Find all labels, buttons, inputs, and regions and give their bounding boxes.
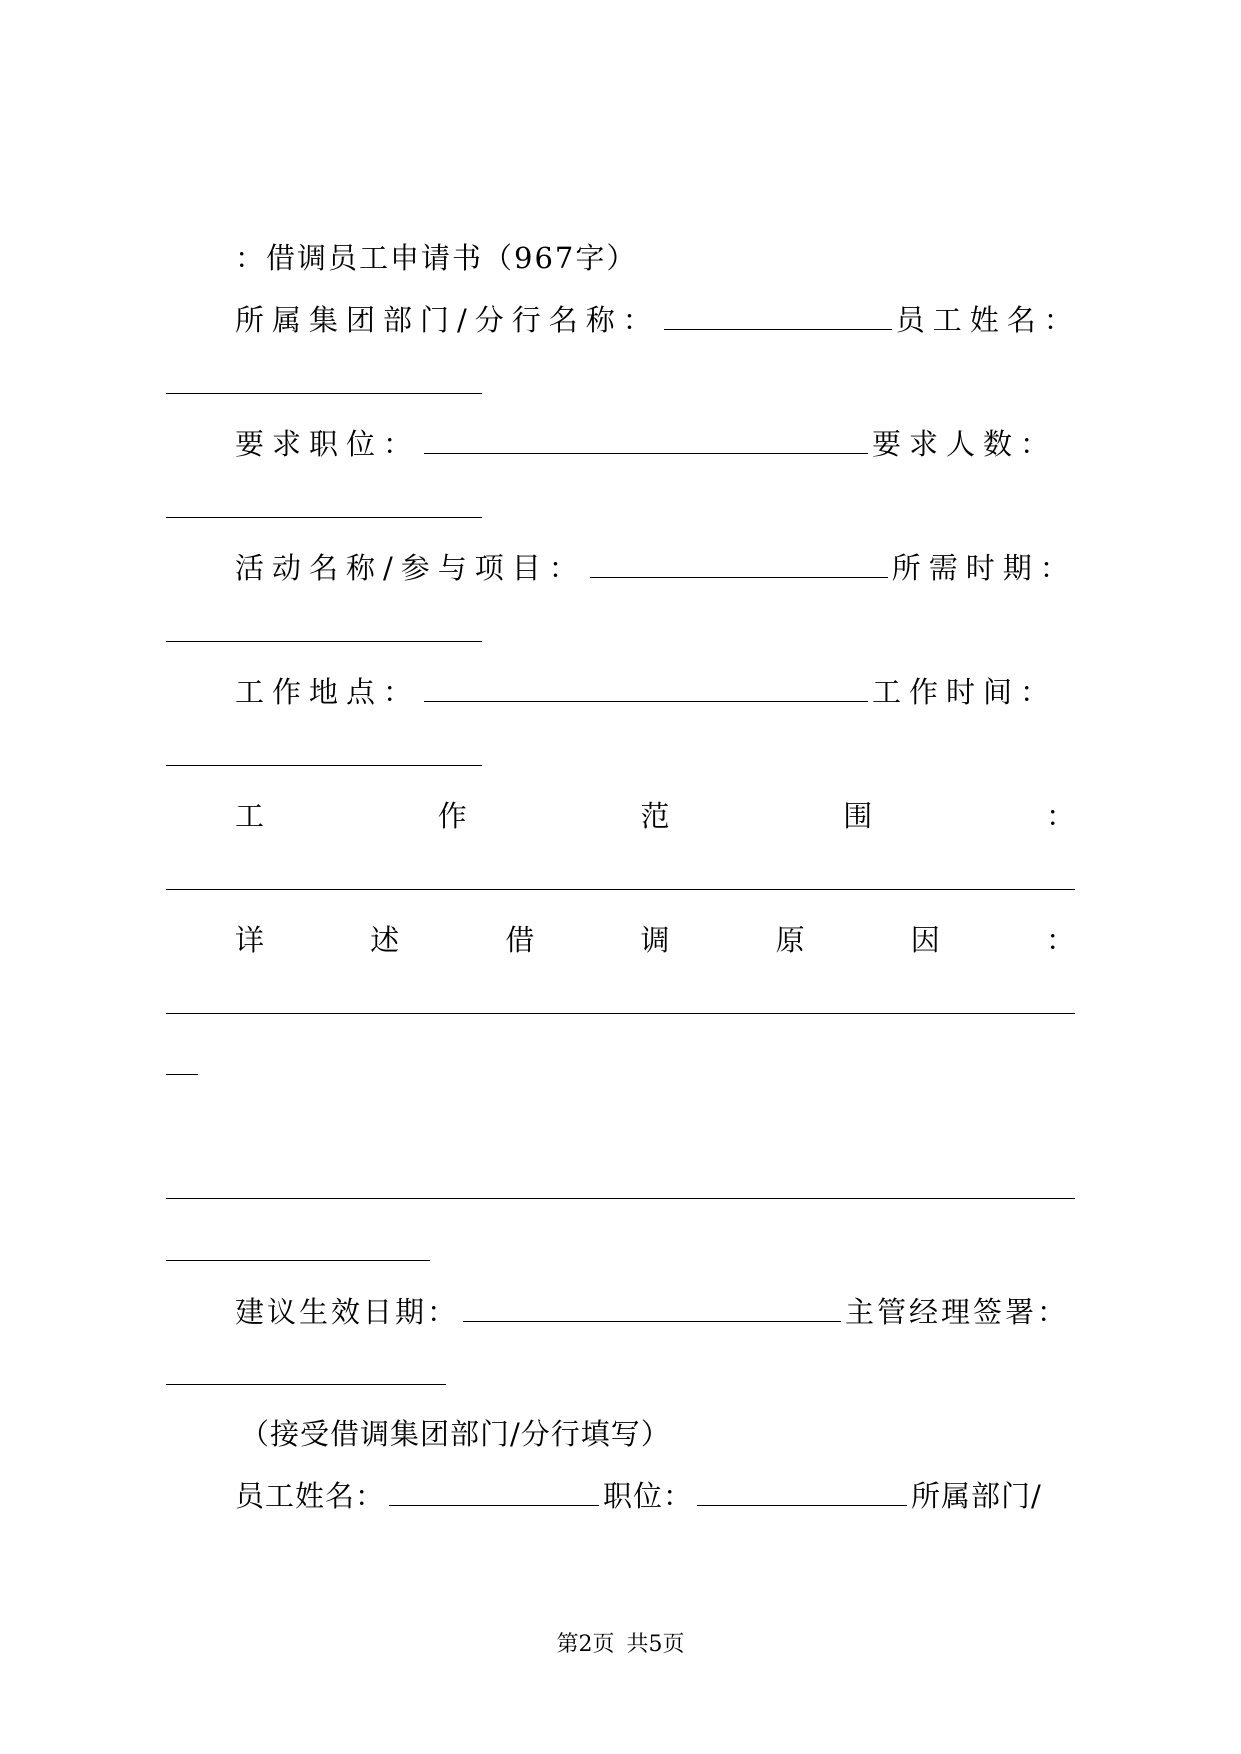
activity-blank[interactable]	[590, 551, 888, 578]
receiving-department-label: 所属部门/	[911, 1479, 1042, 1513]
form-row-activity	[235, 548, 1075, 588]
reason-blank-line-2[interactable]	[166, 1074, 198, 1075]
effective-date-label: 建议生效日期：	[235, 1295, 460, 1329]
effective-date-blank[interactable]	[463, 1295, 841, 1322]
department-blank[interactable]	[664, 303, 892, 330]
period-blank[interactable]	[166, 641, 482, 642]
form-row-position	[235, 424, 1075, 464]
receiving-employee-name-label: 员工姓名：	[235, 1479, 386, 1513]
work-time-label: 工作时间：	[872, 675, 1058, 709]
department-label: 所属集团部门/分行名称：	[235, 303, 660, 337]
receiving-department-note: （接受借调集团部门/分行填写）	[240, 1417, 671, 1451]
work-location-blank[interactable]	[424, 675, 868, 702]
work-location-label: 工作地点：	[235, 675, 421, 709]
required-count-label: 要求人数：	[872, 427, 1058, 461]
work-scope-blank[interactable]	[166, 889, 1075, 890]
period-label: 所需时期：	[891, 551, 1077, 585]
work-time-blank[interactable]	[166, 765, 482, 766]
reason-label: 详 述 借 调 原 因 ：	[235, 923, 1075, 957]
work-scope-label: 工 作 范 围 ：	[235, 799, 1075, 833]
required-position-label: 要求职位：	[235, 427, 421, 461]
form-row-receiving	[235, 1476, 1075, 1516]
reason-blank-line-3[interactable]	[166, 1198, 1075, 1199]
page-number: 第2页	[556, 1632, 615, 1657]
reason-blank-line-4[interactable]	[166, 1260, 430, 1261]
page-footer	[0, 1630, 1241, 1660]
employee-name-label: 员工姓名：	[895, 303, 1081, 337]
required-count-blank[interactable]	[166, 517, 482, 518]
activity-label: 活动名称/参与项目：	[235, 551, 586, 585]
manager-signature-blank[interactable]	[166, 1384, 446, 1385]
form-row-effective-date	[235, 1292, 1075, 1332]
receiving-position-blank[interactable]	[697, 1479, 907, 1506]
manager-signature-label: 主管经理签署：	[845, 1295, 1070, 1329]
reason-blank-line-1[interactable]	[166, 1013, 1075, 1014]
form-row-department	[235, 300, 1081, 340]
employee-name-blank[interactable]	[166, 393, 482, 394]
receiving-position-label: 职位：	[603, 1479, 694, 1513]
document-title: ：借调员工申请书（967字）	[235, 241, 638, 275]
required-position-blank[interactable]	[424, 427, 868, 454]
receiving-employee-name-blank[interactable]	[389, 1479, 599, 1506]
form-row-location	[235, 672, 1075, 712]
page-total: 共5页	[626, 1632, 685, 1657]
